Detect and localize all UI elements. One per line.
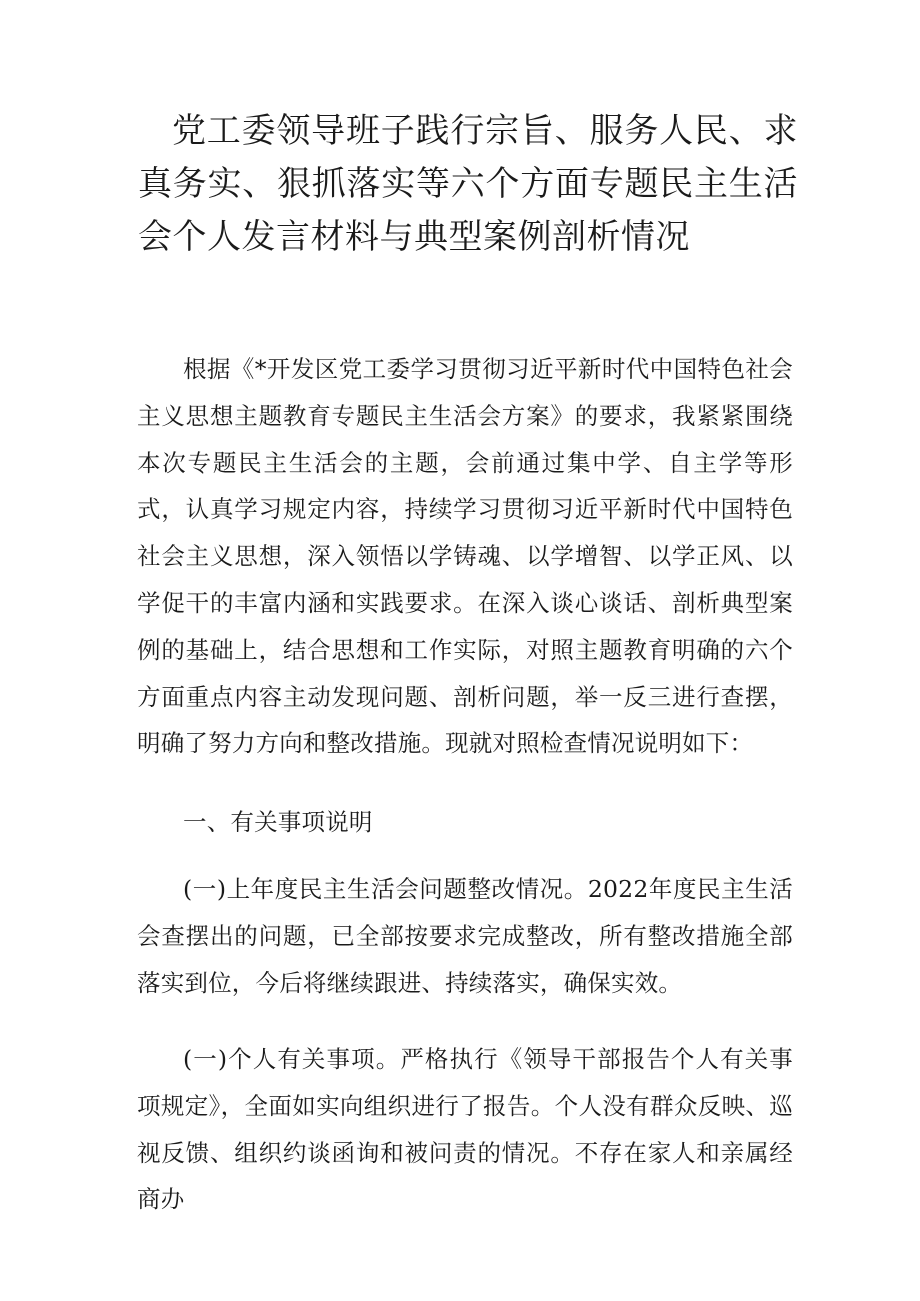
section-heading-1: 一、有关事项说明 bbox=[183, 808, 373, 836]
document-title: 党工委领导班子践行宗旨、服务人民、求真务实、狠抓落实等六个方面专题民主生活会个人发言材料与典型案例剖析情况 bbox=[138, 111, 798, 257]
paragraph-personal-matters: (一)个人有关事项。严格执行《领导干部报告个人有关事项规定》，全面如实向组织进行了报告。个人没有群众反映、巡视反馈、组织约谈函询和被问责的情况。不存在家人和亲属经商办 bbox=[137, 1045, 793, 1214]
intro-paragraph: 根据《*开发区党工委学习贯彻习近平新时代中国特色社会主义思想主题教育专题民主生活会方案》的要求，我紧紧围绕本次专题民主生活会的主题，会前通过集中学、自主学等形式，认真学习规定内容，持续学习贯彻习近平新时代中国特色社会主义思想，深入领悟以学铸魂、以学增智、以学正风、以学促干的丰富内涵和实践要求。在深入谈心谈话、剖析典型案例的基础上，结合思想和工作实际，对照主题教育明确的六个方面重点内容主动发现问题、剖析问题，举一反三进行查摆，明确了努力方向和整改措施。现就对照检查情况说明如下： bbox=[137, 355, 793, 758]
paragraph-rectification: (一)上年度民主生活会问题整改情况。2022年度民主生活会查摆出的问题，已全部按要求完成整改，所有整改措施全部落实到位，今后将继续跟进、持续落实，确保实效。 bbox=[137, 875, 793, 997]
